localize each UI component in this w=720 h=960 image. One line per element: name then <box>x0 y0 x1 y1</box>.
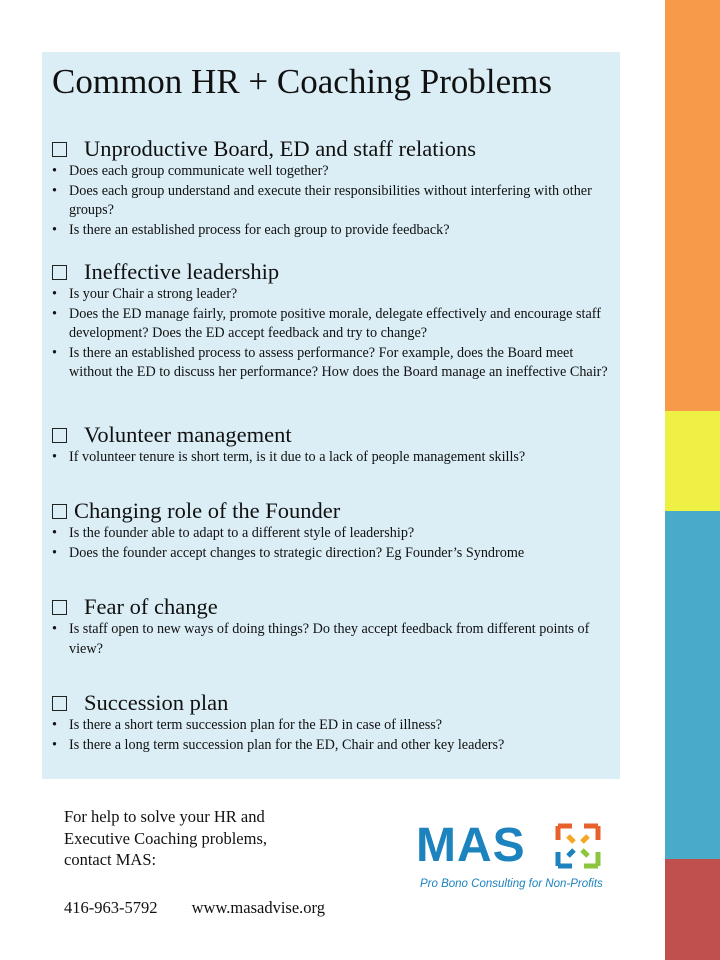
logo-wordmark: MAS <box>416 819 526 872</box>
section-title: Succession plan <box>84 690 229 715</box>
page-title: Common HR + Coaching Problems <box>52 62 553 101</box>
list-item: • Does each group communicate well together? <box>52 162 612 182</box>
blue-stripe <box>665 511 720 859</box>
phone-number: 416-963-5792 <box>64 898 158 917</box>
section-title: Fear of change <box>84 594 218 619</box>
section-title: Unproductive Board, ED and staff relations <box>84 136 476 161</box>
yellow-stripe <box>665 411 720 511</box>
checkbox-icon[interactable] <box>52 696 67 711</box>
orange-stripe <box>665 0 720 411</box>
checkbox-icon[interactable] <box>52 428 67 443</box>
checkbox-icon[interactable] <box>52 504 67 519</box>
bullet-list <box>52 162 612 240</box>
list-item: • Is your Chair a strong leader? <box>52 285 612 305</box>
problems-panel <box>42 52 620 779</box>
section-volunteer <box>52 422 612 468</box>
bullet-list <box>52 620 612 659</box>
website-link[interactable]: www.masadvise.org <box>191 898 325 917</box>
section-heading <box>52 259 612 285</box>
contact-prompt-line: Executive Coaching problems, <box>64 828 267 848</box>
contact-prompt-line: contact MAS: <box>64 850 157 869</box>
red-stripe <box>665 859 720 960</box>
section-heading <box>52 498 612 524</box>
section-heading <box>52 594 612 620</box>
logo-tagline: Pro Bono Consulting for Non-Profits <box>420 878 603 890</box>
list-item: • Is there a short term succession plan for the ED in case of illness? <box>52 716 612 736</box>
section-title: Changing role of the Founder <box>74 498 341 523</box>
contact-prompt <box>64 806 267 871</box>
list-item: • If volunteer tenure is short term, is it due to a lack of people management skills? <box>52 448 612 468</box>
checkbox-icon[interactable] <box>52 142 67 157</box>
section-heading <box>52 690 612 716</box>
bullet-list <box>52 448 612 468</box>
contact-prompt-line: For help to solve your HR and <box>64 807 265 826</box>
bullet-list <box>52 716 612 755</box>
checkbox-icon[interactable] <box>52 265 67 280</box>
mas-logo <box>416 819 616 902</box>
list-item: • Does the founder accept changes to strategic direction? Eg Founder’s Syndrome <box>52 544 612 564</box>
section-board-relations <box>52 136 612 240</box>
section-title: Volunteer management <box>84 422 292 447</box>
section-succession <box>52 690 612 755</box>
contact-details <box>64 897 325 918</box>
section-fear-of-change <box>52 594 612 659</box>
section-leadership <box>52 259 612 383</box>
list-item: • Is staff open to new ways of doing things? Do they accept feedback from different points of view? <box>52 620 612 659</box>
section-title: Ineffective leadership <box>84 259 280 284</box>
list-item: • Is there an established process for each group to provide feedback? <box>52 221 612 241</box>
mas-logo-mark-icon <box>554 822 602 870</box>
list-item: • Is there an established process to assess performance? For example, does the Board meet without the ED to discuss her performance? How does the Board manage an ineffective Chair? <box>52 344 612 383</box>
bullet-list <box>52 285 612 383</box>
list-item: • Does the ED manage fairly, promote positive morale, delegate effectively and encourage staff development? Does the ED accept feedback and try to change? <box>52 305 612 344</box>
checkbox-icon[interactable] <box>52 600 67 615</box>
section-founder <box>52 498 612 563</box>
list-item: • Is the founder able to adapt to a different style of leadership? <box>52 524 612 544</box>
section-heading <box>52 136 612 162</box>
list-item: • Is there a long term succession plan for the ED, Chair and other key leaders? <box>52 736 612 756</box>
list-item: • Does each group understand and execute their responsibilities without interfering with other groups? <box>52 182 612 221</box>
section-heading <box>52 422 612 448</box>
bullet-list <box>52 524 612 563</box>
